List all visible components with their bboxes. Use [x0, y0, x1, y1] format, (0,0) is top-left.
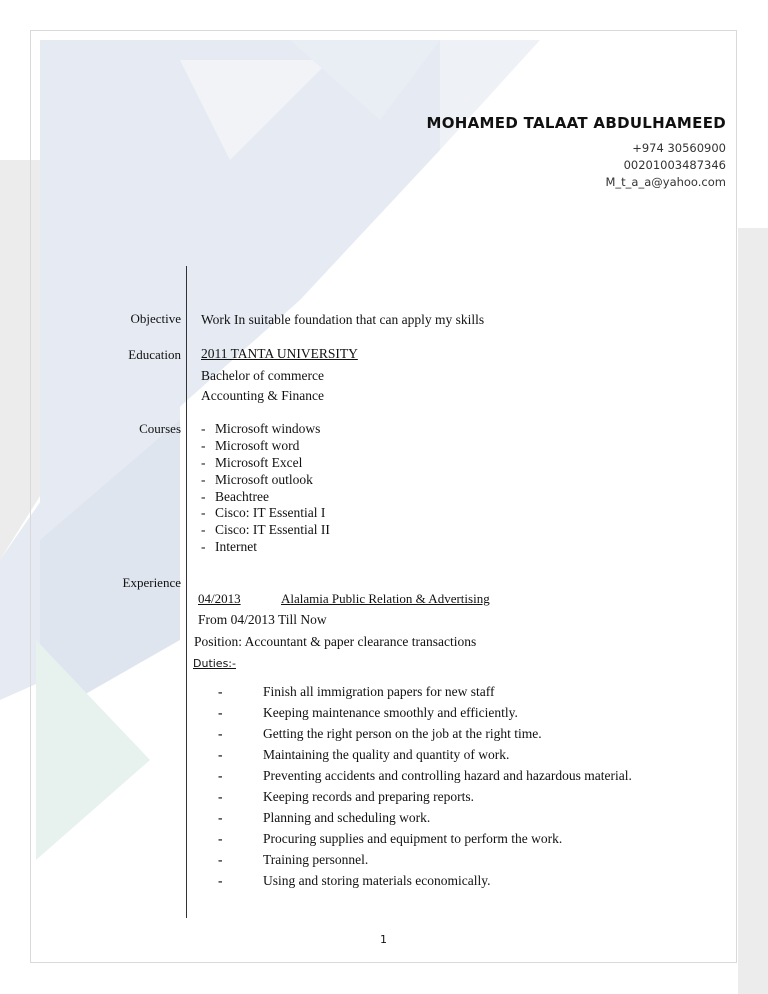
- list-item: - Microsoft Excel: [201, 454, 303, 470]
- experience-label: Experience: [122, 575, 181, 590]
- objective-label: Objective: [130, 311, 181, 326]
- resume-header: [427, 114, 727, 191]
- duties-list: [218, 681, 632, 891]
- courses-list: [201, 421, 330, 556]
- experience-period: From 04/2013 Till Now: [198, 612, 327, 627]
- section-divider-line: [186, 266, 187, 918]
- list-item: - Microsoft windows: [201, 421, 321, 436]
- list-item: - Planning and scheduling work.: [218, 810, 431, 825]
- candidate-name: MOHAMED TALAAT ABDULHAMEED: [426, 114, 726, 132]
- list-item: - Cisco: IT Essential II: [201, 522, 330, 538]
- list-item: - Training personnel.: [218, 852, 369, 867]
- education-institution: 2011 TANTA UNIVERSITY: [201, 346, 358, 361]
- list-item: - Microsoft word: [201, 437, 300, 453]
- phone-secondary: 00201003487346: [623, 158, 726, 172]
- list-item: - Finish all immigration papers for new staff: [218, 684, 495, 699]
- list-item: - Getting the right person on the job at the right time.: [218, 726, 542, 741]
- list-item: - Cisco: IT Essential I: [201, 505, 326, 521]
- list-item: - Keeping maintenance smoothly and efficiently.: [218, 705, 518, 720]
- phone-primary: +974 30560900: [632, 141, 726, 155]
- experience-position: Position: Accountant & paper clearance transactions: [194, 634, 477, 649]
- education-major: Accounting & Finance: [201, 388, 324, 403]
- list-item: - Beachtree: [201, 488, 269, 504]
- education-degree: Bachelor of commerce: [201, 368, 324, 383]
- list-item: - Procuring supplies and equipment to perform the work.: [218, 831, 563, 846]
- experience-company: Alalamia Public Relation & Advertising: [281, 591, 490, 606]
- education-label: Education: [128, 347, 181, 362]
- list-item: - Maintaining the quality and quantity of work.: [218, 747, 510, 762]
- list-item: - Using and storing materials economically.: [218, 873, 491, 888]
- email-address: M_t_a_a@yahoo.com: [605, 175, 726, 189]
- experience-date: 04/2013: [198, 591, 241, 606]
- list-item: - Microsoft outlook: [201, 471, 313, 487]
- objective-text: Work In suitable foundation that can apply my skills: [201, 312, 485, 327]
- list-item: - Keeping records and preparing reports.: [218, 789, 475, 804]
- list-item: - Preventing accidents and controlling hazard and hazardous material.: [218, 768, 632, 783]
- duties-title: Duties:-: [193, 657, 236, 670]
- list-item: - Internet: [201, 539, 257, 555]
- page-number: 1: [380, 933, 387, 946]
- courses-label: Courses: [139, 421, 181, 436]
